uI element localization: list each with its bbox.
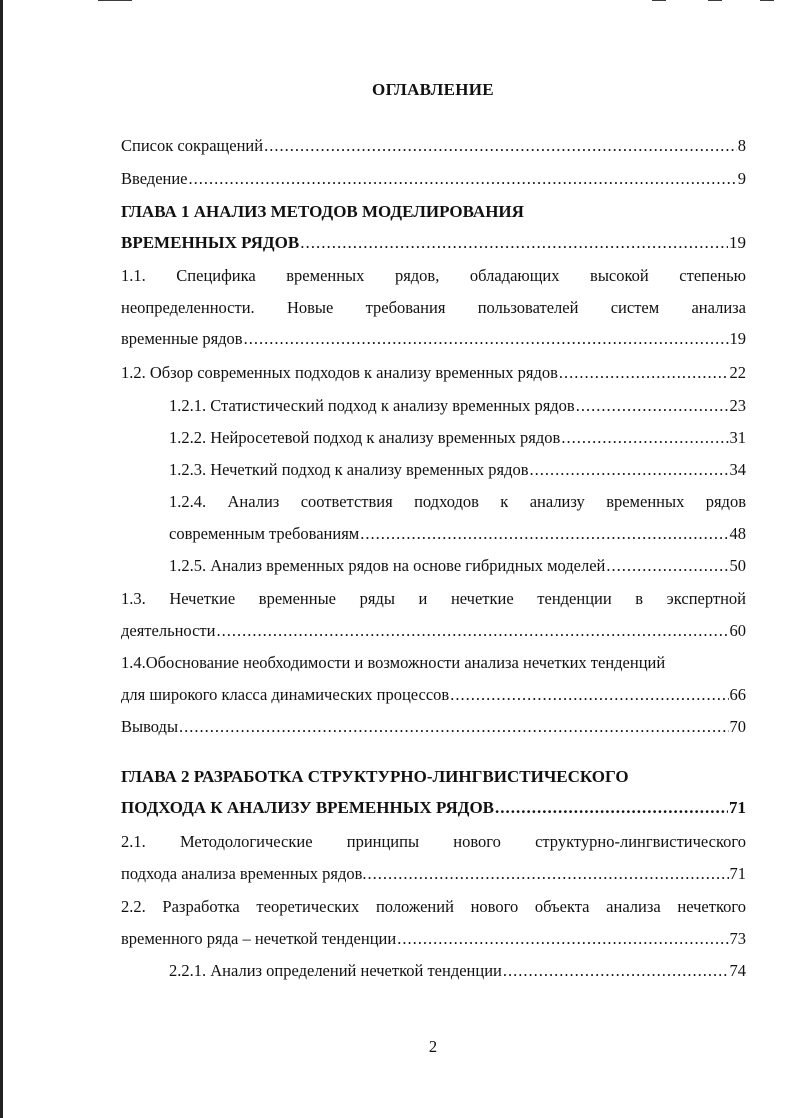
toc-entry-1-2-4[interactable] [169, 523, 746, 545]
leader-dots [561, 427, 728, 449]
toc-entry-label: деятельности [121, 621, 216, 640]
toc-entry-chapter-2[interactable] [121, 797, 746, 819]
toc-entry-label: 1.2.5. Анализ временных рядов на основе гибридных моделей [169, 556, 606, 575]
toc-entry-label: для широкого класса динамических процессов [121, 685, 450, 704]
toc-entry-1-4[interactable] [121, 684, 746, 706]
toc-page-number: 34 [729, 460, 746, 479]
toc-entry-label: ВРЕМЕННЫХ РЯДОВ [121, 233, 300, 252]
toc-entry-label: временные рядов [121, 329, 243, 348]
toc-entry-1-2-2[interactable] [169, 427, 746, 449]
toc-chapter-1-title[interactable]: ГЛАВА 1 АНАЛИЗ МЕТОДОВ МОДЕЛИРОВАНИЯ [121, 202, 524, 221]
toc-page-number: 23 [729, 396, 746, 415]
toc-page-number: 73 [729, 929, 746, 948]
toc-page-number: 8 [737, 136, 746, 155]
toc-page-number: 19 [729, 233, 746, 252]
toc-entry-1-3[interactable] [121, 620, 746, 642]
leader-dots [179, 716, 728, 738]
toc-entry-label: 1.2.3. Нечеткий подход к анализу временных рядов [169, 460, 529, 479]
toc-entry-2-2-1[interactable] [169, 960, 746, 982]
toc-entry-abbreviations[interactable] [121, 135, 746, 157]
toc-entry-1-1-line2[interactable]: неопределенности. Новые требования пользователей систем анализа [121, 298, 746, 317]
toc-entry-conclusions[interactable] [121, 716, 746, 738]
leader-dots [606, 555, 728, 577]
toc-page-number: 48 [729, 524, 746, 543]
toc-page-number: 19 [729, 329, 746, 348]
scan-mark [98, 0, 132, 1]
leader-dots [368, 863, 729, 885]
leader-dots [530, 459, 729, 481]
leader-dots [450, 684, 728, 706]
toc-entry-label: 1.2.2. Нейросетевой подход к анализу временных рядов [169, 428, 561, 447]
toc-entry-2-1[interactable] [121, 863, 746, 885]
toc-entry-label: современным требованиям [169, 524, 360, 543]
leader-dots [300, 232, 728, 254]
toc-page-number: 22 [729, 363, 746, 382]
toc-entry-label: Введение [121, 169, 188, 188]
toc-entry-1-1[interactable] [121, 328, 746, 350]
toc-chapter-2-title[interactable]: ГЛАВА 2 РАЗРАБОТКА СТРУКТУРНО-ЛИНГВИСТИЧЕСКОГО [121, 767, 629, 786]
toc-entry-label: 2.2.1. Анализ определений нечеткой тенденции [169, 961, 502, 980]
scan-mark [652, 0, 666, 1]
toc-page-number: 74 [729, 961, 746, 980]
toc-entry-1-4-line1[interactable]: 1.4.Обоснование необходимости и возможности анализа нечетких тенденций [121, 653, 666, 672]
leader-dots [264, 135, 737, 157]
toc-page-number: 71 [729, 864, 746, 883]
toc-page-number: 60 [729, 621, 746, 640]
toc-entry-label: ПОДХОДА К АНАЛИЗУ ВРЕМЕННЫХ РЯДОВ [121, 798, 495, 817]
toc-entry-1-2-1[interactable] [169, 395, 746, 417]
leader-dots [397, 928, 728, 950]
toc-entry-1-1-line1[interactable]: 1.1. Специфика временных рядов, обладающих высокой степенью [121, 266, 746, 285]
toc-entry-label: подхода анализа временных рядов. [121, 864, 367, 883]
toc-entry-label: временного ряда – нечеткой тенденции [121, 929, 397, 948]
toc-page-number: 71 [729, 798, 746, 817]
leader-dots [189, 168, 737, 190]
leader-dots [216, 620, 728, 642]
toc-title: ОГЛАВЛЕНИЕ [372, 80, 494, 99]
leader-dots [244, 328, 729, 350]
toc-entry-1-2-4-line1[interactable]: 1.2.4. Анализ соответствия подходов к анализу временных рядов [169, 492, 746, 511]
scan-mark [760, 0, 774, 1]
leader-dots [576, 395, 729, 417]
leader-dots [495, 797, 728, 819]
toc-entry-1-2-3[interactable] [169, 459, 746, 481]
toc-entry-1-2[interactable] [121, 362, 746, 384]
leader-dots [503, 960, 729, 982]
toc-entry-introduction[interactable] [121, 168, 746, 190]
toc-page-number: 9 [737, 169, 746, 188]
toc-entry-2-2[interactable] [121, 928, 746, 950]
page-number: 2 [428, 1037, 438, 1056]
toc-entry-2-2-line1[interactable]: 2.2. Разработка теоретических положений нового объекта анализа нечеткого [121, 897, 746, 916]
scan-border [0, 0, 3, 1118]
toc-page-number: 31 [729, 428, 746, 447]
toc-entry-chapter-1[interactable] [121, 232, 746, 254]
toc-page-number: 50 [729, 556, 746, 575]
toc-entry-1-3-line1[interactable]: 1.3. Нечеткие временные ряды и нечеткие тенденции в экспертной [121, 589, 746, 608]
toc-entry-label: 1.2. Обзор современных подходов к анализу временных рядов [121, 363, 558, 382]
toc-entry-2-1-line1[interactable]: 2.1. Методологические принципы нового структурно-лингвистического [121, 832, 746, 851]
toc-page-number: 70 [729, 717, 746, 736]
toc-entry-label: Выводы [121, 717, 179, 736]
toc-entry-label: Список сокращений [121, 136, 264, 155]
scan-mark [708, 0, 722, 1]
toc-page-number: 66 [729, 685, 746, 704]
leader-dots [559, 362, 729, 384]
leader-dots [360, 523, 728, 545]
toc-entry-label: 1.2.1. Статистический подход к анализу временных рядов [169, 396, 575, 415]
toc-entry-1-2-5[interactable] [169, 555, 746, 577]
